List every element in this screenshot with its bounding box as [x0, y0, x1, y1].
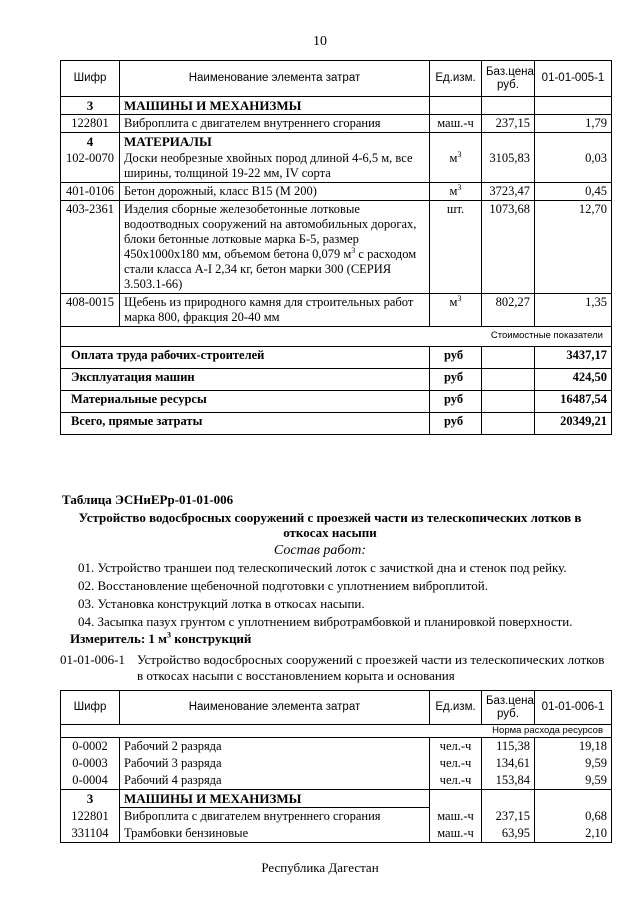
row-price: 1073,68 [482, 201, 535, 294]
row-unit: $м^3$ [430, 183, 482, 201]
work-item: 02. Восстановление щебеночной подготовки с уплотнением виброплитой. [78, 578, 488, 593]
row-norm: 9,59 [535, 772, 612, 790]
row-unit: $м^3$ [430, 294, 482, 327]
work-item: 04. Засыпка пазух грунтом с уплотнением вибротрамбовкой и планировкой поверхности. [78, 614, 573, 629]
summary-value: 20349,21 [535, 413, 612, 435]
table-row [61, 808, 612, 826]
row-code: 122801 [61, 808, 120, 826]
row-name: Трамбовки бензиновые [120, 825, 430, 843]
row-code: 0-0004 [61, 772, 120, 790]
table-row [61, 755, 612, 772]
summary-row [61, 391, 612, 413]
section-number: 3 [61, 97, 120, 115]
table-title: Таблица ЭСНиЕРр-01-01-006 [62, 492, 234, 507]
row-code: 102-0070 [61, 150, 120, 183]
cost-header: Стоимостные показатели [61, 327, 612, 347]
row-code: 401-0106 [61, 183, 120, 201]
summary-row [61, 369, 612, 391]
row-norm: 2,10 [535, 825, 612, 843]
table-row [61, 183, 612, 201]
row-unit: чел.-ч [430, 738, 482, 756]
table-row [61, 201, 612, 294]
summary-unit: руб [430, 391, 482, 413]
table-row [61, 150, 612, 183]
section-row-machines [61, 97, 612, 115]
meter-label: Измеритель: 1 $м^3$ конструкций [70, 630, 252, 646]
table-row [61, 772, 612, 790]
item-text: Устройство водосбросных сооружений с проезжей части из телескопических лотков в откосах насыпи с восстановлением корыта и основания [137, 652, 605, 683]
row-name: Рабочий 3 разряда [120, 755, 430, 772]
row-name: Доски необрезные хвойных пород длиной 4-6,5 м, все ширины, толщиной 19-22 мм, IV сорта [120, 150, 430, 183]
header-code: Шифр [61, 691, 120, 725]
resource-table-1 [60, 60, 612, 435]
table-row [61, 115, 612, 133]
row-code: 0-0002 [61, 738, 120, 756]
norm-header: Норма расхода ресурсов [61, 725, 612, 738]
table-heading: Устройство водосбросных сооружений с проезжей части из телескопических лотков в откосах насыпи [78, 510, 582, 540]
row-price: 3105,83 [482, 150, 535, 183]
summary-row [61, 347, 612, 369]
table-row [61, 738, 612, 756]
row-price: 153,84 [482, 772, 535, 790]
row-price: 237,15 [482, 808, 535, 826]
section-row-machines [61, 790, 612, 808]
summary-label: Эксплуатация машин [61, 369, 430, 391]
row-code: 403-2361 [61, 201, 120, 294]
row-norm: 1,35 [535, 294, 612, 327]
row-code: 408-0015 [61, 294, 120, 327]
row-unit: маш.-ч [430, 808, 482, 826]
header-code: Шифр [61, 61, 120, 97]
row-name: Рабочий 2 разряда [120, 738, 430, 756]
row-name: Виброплита с двигателем внутреннего сгорания [120, 808, 430, 826]
row-code: 0-0003 [61, 755, 120, 772]
row-price: 134,61 [482, 755, 535, 772]
page-number: 10 [313, 34, 327, 49]
summary-value: 424,50 [535, 369, 612, 391]
work-item: 01. Устройство траншеи под телескопический лоток с зачисткой дна и стенок под рейку. [78, 560, 567, 575]
row-unit: маш.-ч [430, 825, 482, 843]
section-number: 4 [61, 133, 120, 151]
summary-label: Оплата труда рабочих-строителей [61, 347, 430, 369]
row-name: Щебень из природного камня для строительных работ марка 800, фракция 20-40 мм [120, 294, 430, 327]
header-price: Баз.цена руб. [482, 61, 535, 97]
row-name: Виброплита с двигателем внутреннего сгорания [120, 115, 430, 133]
row-norm: 1,79 [535, 115, 612, 133]
row-name: Рабочий 4 разряда [120, 772, 430, 790]
table-row [61, 825, 612, 843]
header-price: Баз.цена руб. [482, 691, 535, 725]
summary-value: 3437,17 [535, 347, 612, 369]
works-title: Состав работ: [273, 543, 367, 558]
table-header-row [61, 691, 612, 725]
row-norm: 0,68 [535, 808, 612, 826]
header-name: Наименование элемента затрат [120, 61, 430, 97]
norm-header-row [61, 725, 612, 738]
section-title: МАТЕРИАЛЫ [120, 133, 430, 151]
summary-label: Всего, прямые затраты [61, 413, 430, 435]
row-norm: 12,70 [535, 201, 612, 294]
row-norm: 0,45 [535, 183, 612, 201]
row-norm: 0,03 [535, 150, 612, 183]
row-code: 331104 [61, 825, 120, 843]
header-unit: Ед.изм. [430, 61, 482, 97]
section-title: МАШИНЫ И МЕХАНИЗМЫ [120, 790, 430, 808]
item-code: 01-01-006-1 [60, 652, 125, 667]
table-header-row [61, 61, 612, 97]
section-number: 3 [61, 790, 120, 808]
row-price: 3723,47 [482, 183, 535, 201]
section-row-materials [61, 133, 612, 151]
work-item: 03. Установка конструкций лотка в откосах насыпи. [78, 596, 365, 611]
summary-row [61, 413, 612, 435]
summary-unit: руб [430, 413, 482, 435]
row-norm: 9,59 [535, 755, 612, 772]
summary-unit: руб [430, 369, 482, 391]
header-unit: Ед.изм. [430, 691, 482, 725]
row-price: 115,38 [482, 738, 535, 756]
summary-value: 16487,54 [535, 391, 612, 413]
row-name: Бетон дорожный, класс В15 (М 200) [120, 183, 430, 201]
row-norm: 19,18 [535, 738, 612, 756]
summary-label: Материальные ресурсы [61, 391, 430, 413]
row-price: 63,95 [482, 825, 535, 843]
row-unit: чел.-ч [430, 755, 482, 772]
header-name: Наименование элемента затрат [120, 691, 430, 725]
section-title: МАШИНЫ И МЕХАНИЗМЫ [120, 97, 430, 115]
row-price: 802,27 [482, 294, 535, 327]
resource-table-2 [60, 690, 612, 843]
header-norm: 01-01-006-1 [535, 691, 612, 725]
row-unit: $м^3$ [430, 150, 482, 183]
row-code: 122801 [61, 115, 120, 133]
row-price: 237,15 [482, 115, 535, 133]
header-norm: 01-01-005-1 [535, 61, 612, 97]
row-unit: шт. [430, 201, 482, 294]
page-footer: Республика Дагестан [261, 860, 379, 875]
table-row [61, 294, 612, 327]
summary-unit: руб [430, 347, 482, 369]
row-unit: маш.-ч [430, 115, 482, 133]
row-name: Изделия сборные железобетонные лотковые водоотводных сооружений на автомобильных дорогах, блоки бетонные лотковые марка Б-5, размер 450х1000х180 мм, объемом бетона 0,079 $м^3$ с расходом стали класса А-I 2,34 кг, бетон марки 300 (СЕРИЯ 3.503.1-66) [120, 201, 430, 294]
cost-header-row [61, 327, 612, 347]
row-unit: чел.-ч [430, 772, 482, 790]
